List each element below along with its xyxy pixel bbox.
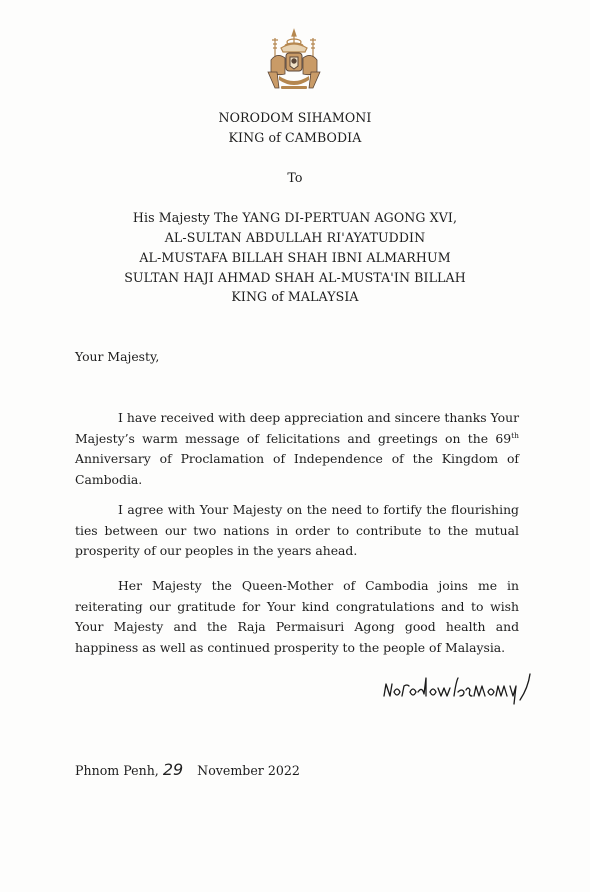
paragraph-line: prosperity of our peoples in the years ahead. bbox=[75, 543, 358, 559]
paragraph-2 bbox=[75, 500, 519, 562]
handwritten-signature-icon bbox=[380, 670, 540, 710]
closing-day: 29 bbox=[162, 760, 184, 779]
royal-coat-of-arms-icon bbox=[263, 28, 325, 92]
recipient-line-5: KING of MALAYSIA bbox=[231, 289, 359, 304]
closing-month-year: November 2022 bbox=[197, 763, 300, 778]
ordinal-suffix: th bbox=[511, 430, 519, 440]
addressee-to: To bbox=[287, 170, 303, 185]
salutation: Your Majesty, bbox=[75, 349, 160, 364]
closing-city: Phnom Penh, bbox=[75, 763, 159, 778]
paragraph-line: I have received with deep appreciation and sincere thanks Your bbox=[118, 410, 519, 425]
recipient-line-4: SULTAN HAJI AHMAD SHAH AL-MUSTA'IN BILLAH bbox=[124, 270, 466, 285]
sender-name: NORODOM SIHAMONI bbox=[218, 110, 372, 125]
paragraph-line bbox=[75, 429, 519, 450]
paragraph-line: Her Majesty the Queen-Mother of Cambodia joins me in bbox=[118, 578, 519, 593]
sender-title: KING of CAMBODIA bbox=[228, 130, 362, 145]
paragraph-line: reiterating our gratitude for Your kind congratulations and to wish bbox=[75, 598, 519, 614]
recipient-line-2: AL-SULTAN ABDULLAH RI'AYATUDDIN bbox=[164, 230, 426, 245]
recipient-line-1: His Majesty The YANG DI-PERTUAN AGONG XVI, bbox=[132, 210, 458, 225]
paragraph-line: I agree with Your Majesty on the need to fortify the flourishing bbox=[118, 502, 519, 517]
paragraph-text: Majesty’s warm message of felicitations and greetings on the 69 bbox=[75, 430, 512, 446]
paragraph-line: Anniversary of Proclamation of Independence of the Kingdom of bbox=[75, 451, 519, 467]
paragraph-3 bbox=[75, 576, 519, 658]
closing-date-line bbox=[75, 760, 300, 779]
paragraph-line: Your Majesty and the Raja Permaisuri Agong good health and bbox=[75, 619, 519, 635]
paragraph-line: ties between our two nations in order to contribute to the mutual bbox=[75, 522, 519, 538]
paragraph-line: Cambodia. bbox=[75, 471, 143, 487]
recipient-line-3: AL-MUSTAFA BILLAH SHAH IBNI ALMARHUM bbox=[139, 250, 451, 265]
paragraph-1 bbox=[75, 408, 519, 490]
paragraph-line: happiness as well as continued prosperity to the people of Malaysia. bbox=[75, 639, 506, 655]
